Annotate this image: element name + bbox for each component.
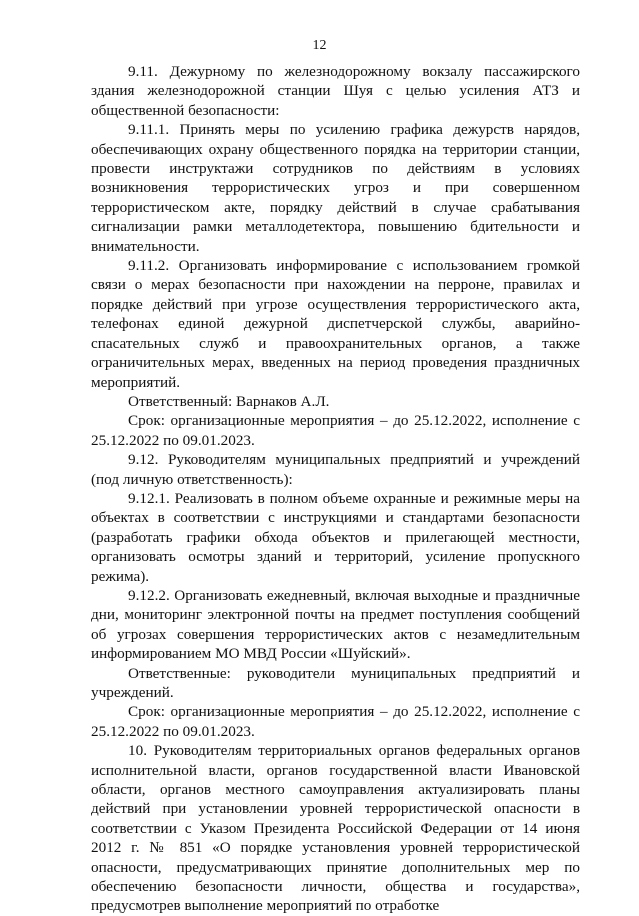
- page-number: 12: [312, 38, 327, 53]
- paragraph-10: 10. Руководителям территориальных органов федеральных органов исполнительной власти, органов государственной власти Ивановской области, органов местного самоуправления актуализировать планы действий при установлении уровней террористической опасности в соответствии с Указом Президента Российской Федерации от 14 июня 2012 г. № 851 «О порядке установления уровней террористической опасности, предусматривающих принятие дополнительных мер по обеспечению безопасности личности, общества и государства», предусмотрев выполнение мероприятий по отработке: [91, 742, 580, 915]
- deadline-line-2: Срок: организационные мероприятия – до 25.12.2022, исполнение с 25.12.2022 по 09.01.2023.: [91, 703, 580, 740]
- responsible-line: Ответственный: Варнаков А.Л.: [128, 392, 330, 410]
- deadline-line: Срок: организационные мероприятия – до 25.12.2022, исполнение с 25.12.2022 по 09.01.2023.: [91, 412, 580, 449]
- paragraph-9-12-1: 9.12.1. Реализовать в полном объеме охранные и режимные меры на объектах в соответствии с инструкциями и стандартами безопасности (разработать графики обхода объектов и прилегающей местности, организовать осмотры зданий и территорий, усиление пропускного режима).: [91, 489, 580, 585]
- paragraph-9-12: 9.12. Руководителям муниципальных предприятий и учреждений (под личную ответственность):: [91, 451, 580, 488]
- responsible-line-2: Ответственные: руководители муниципальных предприятий и учреждений.: [91, 664, 580, 701]
- paragraph-9-11: 9.11. Дежурному по железнодорожному вокзалу пассажирского здания железнодорожной станции Шуя с целью усиления АТЗ и общественной безопасности:: [91, 63, 580, 119]
- paragraph-9-12-2: 9.12.2. Организовать ежедневный, включая выходные и праздничные дни, мониторинг электронной почты на предмет поступления сообщений об угрозах совершения террористических актов с незамедлительным информированием МО МВД России «Шуйский».: [91, 586, 580, 663]
- paragraph-9-11-1: 9.11.1. Принять меры по усилению графика дежурств нарядов, обеспечивающих охрану общественного порядка на территории станции, провести инструктажи сотрудников по действиям в условиях возникновения террористических угроз и при совершенном террористическом акте, порядку действий в случае срабатывания сигнализации рамки металлодетектора, повышению бдительности и внимательности.: [91, 121, 580, 255]
- paragraph-9-11-2: 9.11.2. Организовать информирование с использованием громкой связи о мерах безопасности при нахождении на перроне, правилах и порядке действий при угрозе осуществления террористического акта, телефонах единой дежурной диспетчерской службы, аварийно-спасательных служб и правоохранительных органов, а также ограничительных мерах, введенных на период проведения праздничных мероприятий.: [91, 257, 580, 391]
- document-body: [91, 62, 580, 916]
